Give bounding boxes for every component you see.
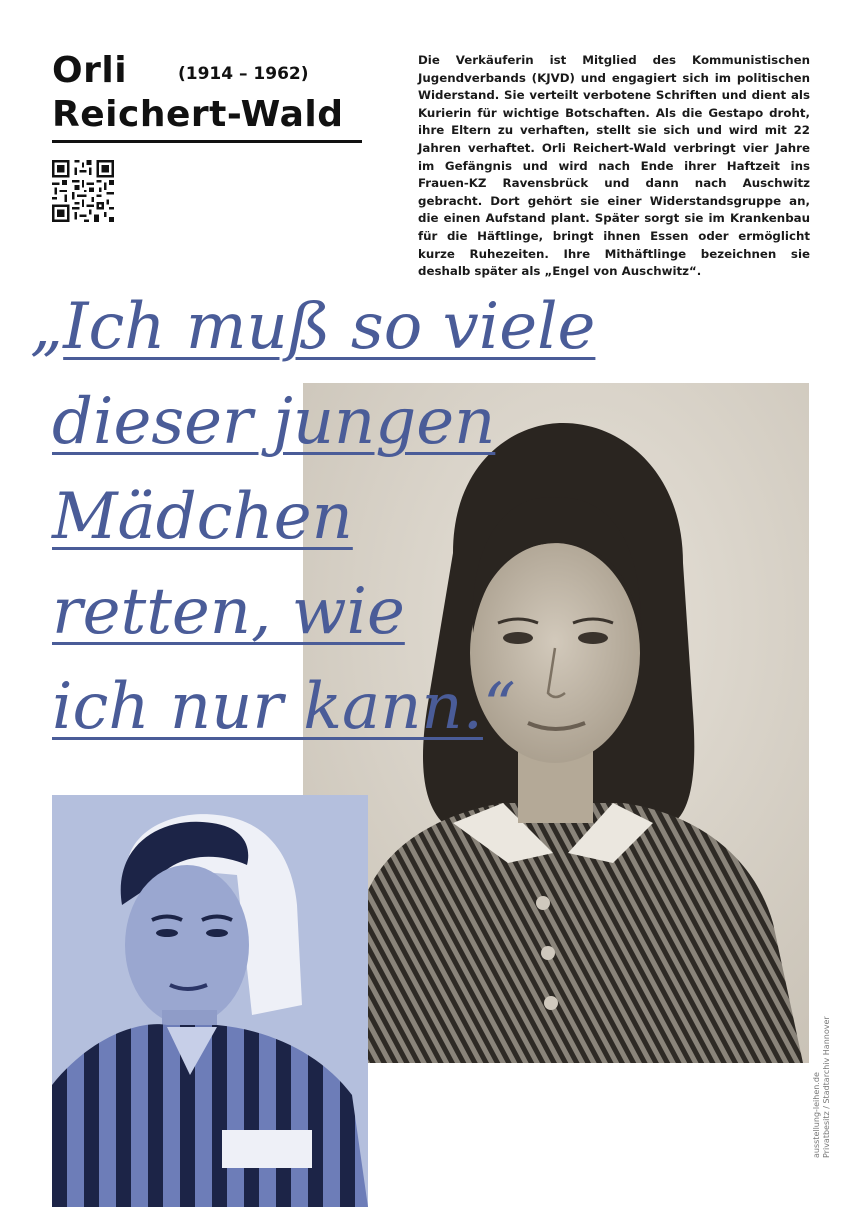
image-credits [812, 1016, 832, 1158]
quote-line [30, 375, 595, 470]
biography-text [418, 52, 810, 281]
quote-line [30, 660, 595, 755]
life-years: (1914 – 1962) [178, 64, 309, 84]
name-underline [52, 140, 362, 143]
quote-line-text: dieser jungen [52, 385, 496, 459]
quote-line-text: Mädchen [52, 480, 353, 554]
quote-line [30, 565, 595, 660]
biography-paragraph: Die Verkäuferin ist Mitglied des Kommunistischen Jugendverbands (KJVD) und engagiert sich im politischen Widerstand. Sie verteilt verbotene Schriften und dient als Kurierin für wichtige Botschaften. Als die Gestapo droht, ihre Eltern zu verhaften, stellt sie sich und wird mit 22 Jahren verhaftet. Orli Reichert-Wald verbringt vier Jahre im Gefängnis und wird nach Ende ihrer Haftzeit ins Frauen-KZ Ravensbrück und dann nach Auschwitz gebracht. Dort gehört sie einer Widerstandsgruppe an, die einen Aufstand plant. Später sorgt sie im Krankenbau für die Häftlinge, bringt ihnen Essen oder ermöglicht kurze Ruhezeiten. Ihre Mithäftlinge bezeichnen sie deshalb später als „Engel von Auschwitz“. [418, 53, 810, 279]
quote-line [30, 470, 595, 565]
credit-source: Privatbesitz / Stadtarchiv Hannover [822, 1016, 831, 1158]
name-last: Reichert-Wald [52, 94, 344, 135]
quote-line-text: ich nur kann. [52, 670, 483, 744]
quote-line [30, 280, 595, 375]
credit-website[interactable]: ausstellung-leihen.de [812, 1072, 821, 1158]
prisoner-photo [52, 795, 368, 1207]
prisoner-illustration [52, 795, 368, 1207]
quote-open-mark: „ [30, 290, 64, 364]
qr-code-icon[interactable] [52, 160, 114, 222]
quote-line-text: retten, wie [52, 575, 405, 649]
name-first: Orli [52, 50, 128, 91]
quote [30, 280, 595, 755]
quote-line-text: Ich muß so viele [63, 290, 596, 364]
quote-close-mark: “ [482, 670, 516, 744]
